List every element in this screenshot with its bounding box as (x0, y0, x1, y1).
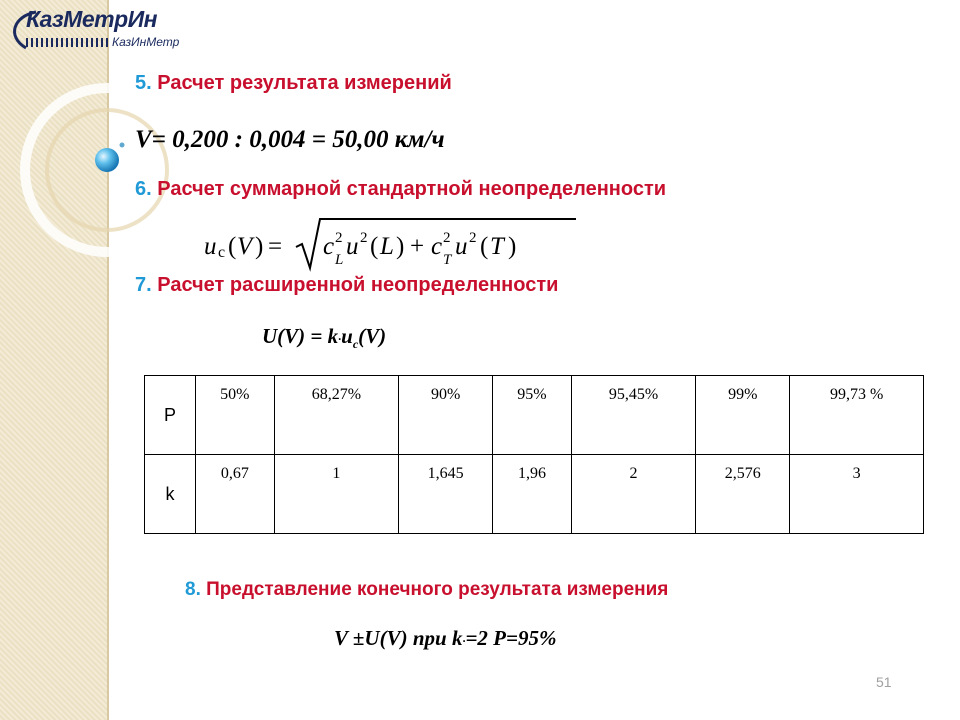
table-cell: 2,576 (696, 455, 790, 534)
svg-text:c: c (218, 244, 226, 261)
svg-text:c: c (323, 233, 335, 260)
svg-text:u: u (455, 233, 468, 260)
table-cell: 2 (571, 455, 696, 534)
velocity-formula: V= 0,200 : 0,004 = 50,00 км/ч (135, 126, 445, 153)
svg-text:(: ( (480, 233, 489, 260)
combined-uncertainty-formula (204, 213, 594, 275)
heading-number: 5. (135, 72, 152, 94)
coverage-factor-table (144, 375, 924, 534)
heading-number: 8. (185, 579, 201, 600)
expanded-formula-part: U(V) = k (262, 324, 339, 348)
decorative-ball-icon (95, 148, 119, 172)
table-cell: 1 (274, 455, 399, 534)
svg-text:c: c (431, 233, 443, 260)
svg-text:u: u (346, 233, 359, 260)
heading-number: 6. (135, 178, 152, 200)
final-formula-part: V (334, 626, 353, 650)
section-heading-7 (135, 274, 558, 297)
row-label-p: P (145, 376, 196, 455)
svg-text:u: u (204, 233, 217, 260)
table-cell: 50% (196, 376, 275, 455)
multiply-dot: · (338, 332, 342, 346)
table-row-p (145, 376, 924, 455)
logo-subtitle: КазИнМетр (112, 35, 180, 49)
svg-text:T: T (490, 233, 504, 260)
svg-text:L: L (380, 233, 394, 260)
expanded-formula-part: (V) (358, 324, 387, 348)
svg-text:(: ( (228, 233, 237, 260)
svg-text:L: L (335, 252, 344, 268)
heading-text: Расчет результата измерений (151, 72, 452, 94)
final-formula-part: U(V) при k (364, 626, 463, 650)
svg-text:): ) (508, 233, 517, 260)
svg-text:2: 2 (360, 230, 368, 246)
section-heading-6 (135, 178, 666, 201)
logo-title: КазМетрИн (26, 6, 158, 32)
svg-text:2: 2 (443, 230, 451, 246)
svg-text:): ) (255, 233, 264, 260)
table-cell: 68,27% (274, 376, 399, 455)
svg-text:+: + (410, 233, 425, 260)
decorative-dot-icon (120, 143, 125, 148)
table-cell: 99,73 % (790, 376, 924, 455)
heading-text: Расчет суммарной стандартной неопределенности (151, 178, 667, 200)
expanded-formula-part: u (341, 324, 353, 348)
table-cell: 3 (790, 455, 924, 534)
logo-barcode (26, 38, 110, 47)
page-number: 51 (876, 674, 892, 690)
svg-text:2: 2 (335, 230, 343, 246)
table-cell: 95% (493, 376, 572, 455)
expanded-uncertainty-formula (262, 324, 386, 352)
table-row-k (145, 455, 924, 534)
table-cell: 99% (696, 376, 790, 455)
plus-minus-sign: ± (352, 626, 365, 650)
svg-text:=: = (268, 233, 283, 260)
svg-text:2: 2 (469, 230, 477, 246)
svg-text:(: ( (370, 233, 379, 260)
svg-text:V: V (237, 233, 253, 260)
multiply-dot: · (462, 634, 466, 648)
row-label-k: k (145, 455, 196, 534)
section-heading-5 (135, 72, 452, 95)
subscript-c: c (352, 337, 359, 352)
table-cell: 1,645 (399, 455, 493, 534)
final-formula-part: =2 P=95% (465, 626, 557, 650)
final-result-formula (334, 626, 556, 651)
table-cell: 1,96 (493, 455, 572, 534)
heading-number: 7. (135, 274, 152, 296)
svg-text:T: T (443, 252, 452, 268)
table-cell: 95,45% (571, 376, 696, 455)
section-heading-8 (185, 579, 668, 601)
table-cell: 90% (399, 376, 493, 455)
company-logo (6, 5, 206, 55)
heading-text: Представление конечного результата измерения (200, 579, 669, 600)
svg-text:): ) (396, 233, 405, 260)
heading-text: Расчет расширенной неопределенности (151, 274, 559, 296)
table-cell: 0,67 (196, 455, 275, 534)
